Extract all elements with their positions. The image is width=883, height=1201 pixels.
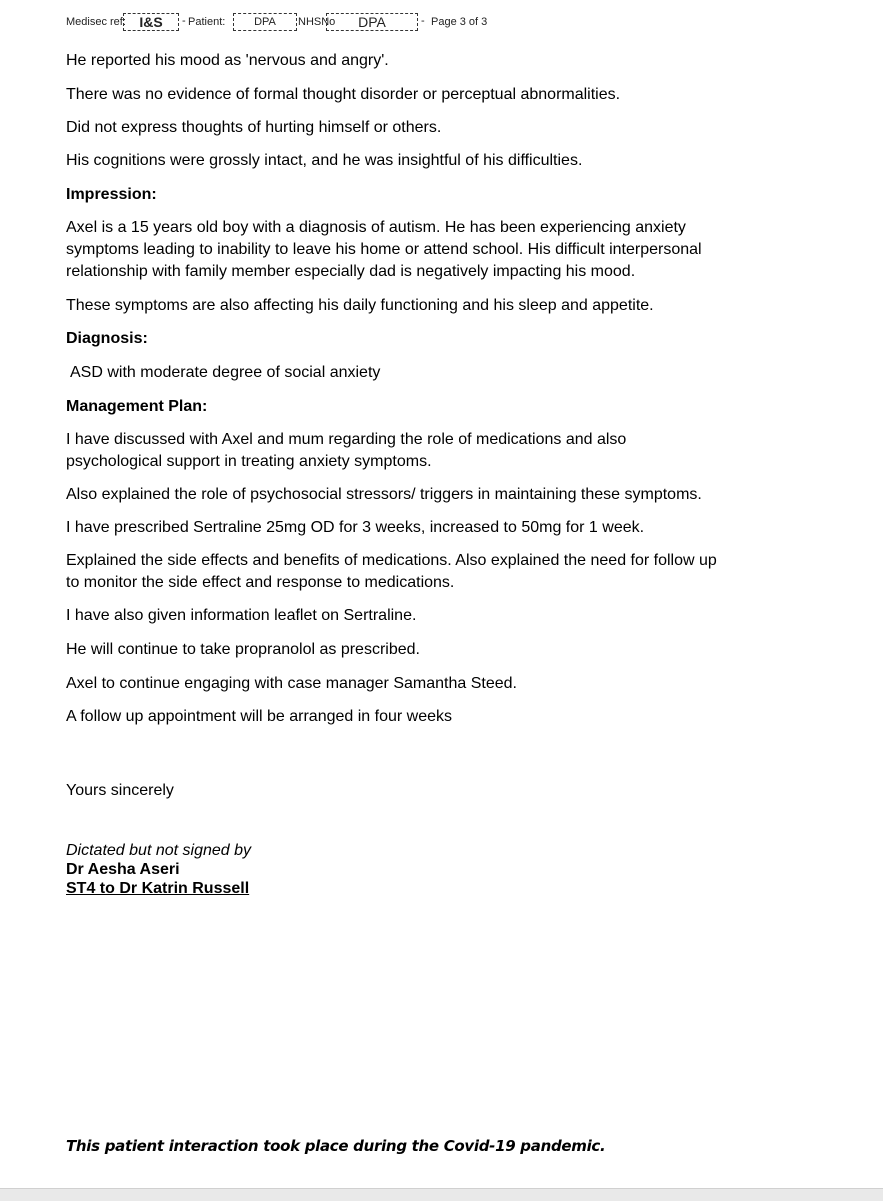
plan-stressors-paragraph: Also explained the role of psychosocial stressors/ triggers in maintaining these symptoms. xyxy=(66,486,702,503)
diagnosis-heading: Diagnosis: xyxy=(66,330,148,347)
signature-block xyxy=(66,841,251,898)
diagnosis-text: ASD with moderate degree of social anxiety xyxy=(70,364,381,381)
impression-functioning-paragraph: These symptoms are also affecting his daily functioning and his sleep and appetite. xyxy=(66,297,654,314)
dictated-note: Dictated but not signed by xyxy=(66,842,252,859)
nhs-number-field: DPA xyxy=(326,13,418,31)
plan-line: to monitor the side effect and response to medications. xyxy=(66,574,455,591)
impression-line: symptoms leading to inability to leave his home or attend school. His difficult interpersonal xyxy=(66,241,702,258)
separator-dash: - xyxy=(421,15,425,27)
medisec-ref-field: I&S xyxy=(123,13,179,31)
nhs-number-label: NHSNo xyxy=(298,16,336,28)
risk-paragraph: Did not express thoughts of hurting himself or others. xyxy=(66,119,442,136)
author-role: ST4 to Dr Katrin Russell xyxy=(66,880,250,897)
impression-line: relationship with family member especially dad is negatively impacting his mood. xyxy=(66,263,636,280)
plan-follow-up-paragraph: A follow up appointment will be arranged in four weeks xyxy=(66,708,452,725)
medisec-ref-label: Medisec ref: xyxy=(66,16,126,28)
plan-case-manager-paragraph: Axel to continue engaging with case manager Samantha Steed. xyxy=(66,675,517,692)
management-plan-heading: Management Plan: xyxy=(66,398,208,415)
patient-label: Patient: xyxy=(188,16,226,28)
viewer-bottom-edge xyxy=(0,1188,883,1201)
closing-text: Yours sincerely xyxy=(66,782,174,799)
plan-line: I have discussed with Axel and mum regarding the role of medications and also xyxy=(66,431,627,448)
plan-line: psychological support in treating anxiety symptoms. xyxy=(66,453,432,470)
plan-line: Explained the side effects and benefits of medications. Also explained the need for follow up xyxy=(66,552,717,569)
impression-heading: Impression: xyxy=(66,186,157,203)
covid-footer-note: This patient interaction took place during the Covid-19 pandemic. xyxy=(66,1137,606,1155)
plan-prescription-paragraph: I have prescribed Sertraline 25mg OD for 3 weeks, increased to 50mg for 1 week. xyxy=(66,519,645,536)
patient-field: DPA xyxy=(233,13,297,31)
plan-propranolol-paragraph: He will continue to take propranolol as prescribed. xyxy=(66,641,420,658)
plan-leaflet-paragraph: I have also given information leaflet on Sertraline. xyxy=(66,607,417,624)
mood-paragraph: He reported his mood as 'nervous and angry'. xyxy=(66,52,389,69)
impression-line: Axel is a 15 years old boy with a diagnosis of autism. He has been experiencing anxiety xyxy=(66,219,686,236)
page-number: Page 3 of 3 xyxy=(431,16,488,28)
cognition-paragraph: His cognitions were grossly intact, and he was insightful of his difficulties. xyxy=(66,152,583,169)
thought-paragraph: There was no evidence of formal thought disorder or perceptual abnormalities. xyxy=(66,86,621,103)
separator-dash: - xyxy=(182,15,186,27)
author-name: Dr Aesha Aseri xyxy=(66,861,180,878)
